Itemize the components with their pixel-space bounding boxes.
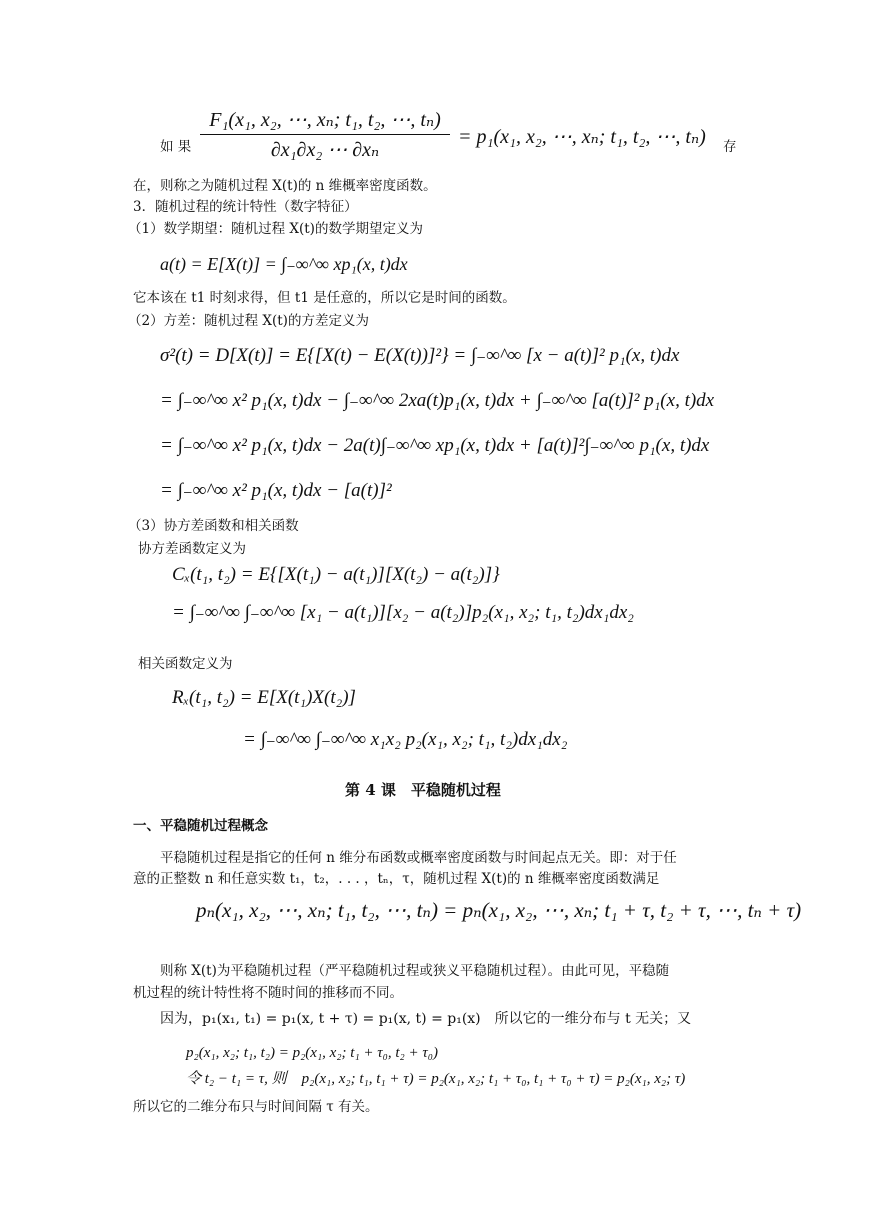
para-2a: 则称 X(t)为平稳随机过程（严平稳随机过程或狭义平稳随机过程）。由此可见，平稳随 — [160, 963, 670, 979]
para-2b: 机过程的统计特性将不随时间的推移而不同。 — [133, 985, 403, 1001]
variance-eq-3: = ∫₋∞^∞ x² p₁(x, t)dx − 2a(t)∫₋∞^∞ xp₁(x, t)dx + [a(t)]²∫₋∞^∞ p₁(x, t)dx — [160, 435, 710, 456]
p2-tau-equation: 令 t₂ − t₁ = τ, 则 p₂(x₁, x₂; t₁, t₁ + τ) = p₂(x₁, x₂; t₁ + τ₀, t₁ + τ₀ + τ) = p₂(x₁, x₂; τ) — [186, 1071, 686, 1087]
cov-subtitle: 协方差函数定义为 — [138, 541, 246, 557]
density-fraction — [200, 107, 450, 162]
cov-eq-1: Cₓ(t₁, t₂) = E{[X(t₁) − a(t₁)][X(t₂) − a(t₂)]} — [172, 564, 500, 585]
variance-eq-4: = ∫₋∞^∞ x² p₁(x, t)dx − [a(t)]² — [160, 480, 392, 501]
fraction-numerator: F₁(x₁, x₂, ⋯, xₙ; t₁, t₂, ⋯, tₙ) — [209, 109, 441, 131]
para-3: 因为，p₁(x₁, t₁) = p₁(x, t + τ) = p₁(x, t) = p₁(x) 所以它的一维分布与 t 无关；又 — [160, 1011, 692, 1027]
cov-eq-2: = ∫₋∞^∞ ∫₋∞^∞ [x₁ − a(t₁)][x₂ − a(t₂)]p₂(x₁, x₂; t₁, t₂)dx₁dx₂ — [172, 602, 634, 623]
text-line-3: （1）数学期望：随机过程 X(t)的数学期望定义为 — [128, 221, 423, 237]
ru-guo-text: 如 果 — [160, 139, 192, 155]
section-1-title: 一、平稳随机过程概念 — [133, 818, 268, 834]
cun-text: 存 — [723, 139, 737, 155]
fraction-denominator: ∂x₁∂x₂ ⋯ ∂xₙ — [270, 139, 380, 161]
variance-title: （2）方差：随机过程 X(t)的方差定义为 — [128, 313, 369, 329]
corr-title: 相关函数定义为 — [138, 656, 233, 672]
p2-equation: p₂(x₁, x₂; t₁, t₂) = p₂(x₁, x₂; t₁ + τ₀, t₂ + τ₀) — [186, 1045, 438, 1061]
corr-eq-1: Rₓ(t₁, t₂) = E[X(t₁)X(t₂)] — [172, 687, 356, 708]
variance-eq-1: σ²(t) = D[X(t)] = E{[X(t) − E(X(t))]²} = ∫₋∞^∞ [x − a(t)]² p₁(x, t)dx — [160, 345, 680, 366]
expectation-note: 它本该在 t1 时刻求得，但 t1 是任意的，所以它是时间的函数。 — [133, 290, 516, 306]
para-1a: 平稳随机过程是指它的任何 n 维分布函数或概率密度函数与时间起点无关。即：对于任 — [160, 850, 677, 866]
corr-eq-2: = ∫₋∞^∞ ∫₋∞^∞ x₁x₂ p₂(x₁, x₂; t₁, t₂)dx₁dx₂ — [243, 729, 568, 750]
cov-title: （3）协方差函数和相关函数 — [128, 518, 299, 534]
last-line: 所以它的二维分布只与时间间隔 τ 有关。 — [133, 1099, 379, 1115]
expectation-equation: a(t) = E[X(t)] = ∫₋∞^∞ xp₁(x, t)dx — [160, 254, 408, 274]
density-rhs: = p₁(x₁, x₂, ⋯, xₙ; t₁, t₂, ⋯, tₙ) — [458, 126, 706, 148]
text-line-1: 在，则称之为随机过程 X(t)的 n 维概率密度函数。 — [133, 178, 437, 194]
para-1b: 意的正整数 n 和任意实数 t₁，t₂，. . . ，tₙ，τ，随机过程 X(t)的 n 维概率密度函数满足 — [133, 871, 660, 887]
stationary-condition-equation: pₙ(x₁, x₂, ⋯, xₙ; t₁, t₂, ⋯, tₙ) = pₙ(x₁, x₂, ⋯, xₙ; t₁ + τ, t₂ + τ, ⋯, tₙ + τ) — [196, 898, 802, 922]
lesson-heading: 第 4 课 平稳随机过程 — [345, 781, 501, 799]
variance-eq-2: = ∫₋∞^∞ x² p₁(x, t)dx − ∫₋∞^∞ 2xa(t)p₁(x, t)dx + ∫₋∞^∞ [a(t)]² p₁(x, t)dx — [160, 390, 715, 411]
text-line-2: 3．随机过程的统计特性（数字特征） — [133, 199, 358, 215]
fraction-bar — [200, 134, 450, 135]
